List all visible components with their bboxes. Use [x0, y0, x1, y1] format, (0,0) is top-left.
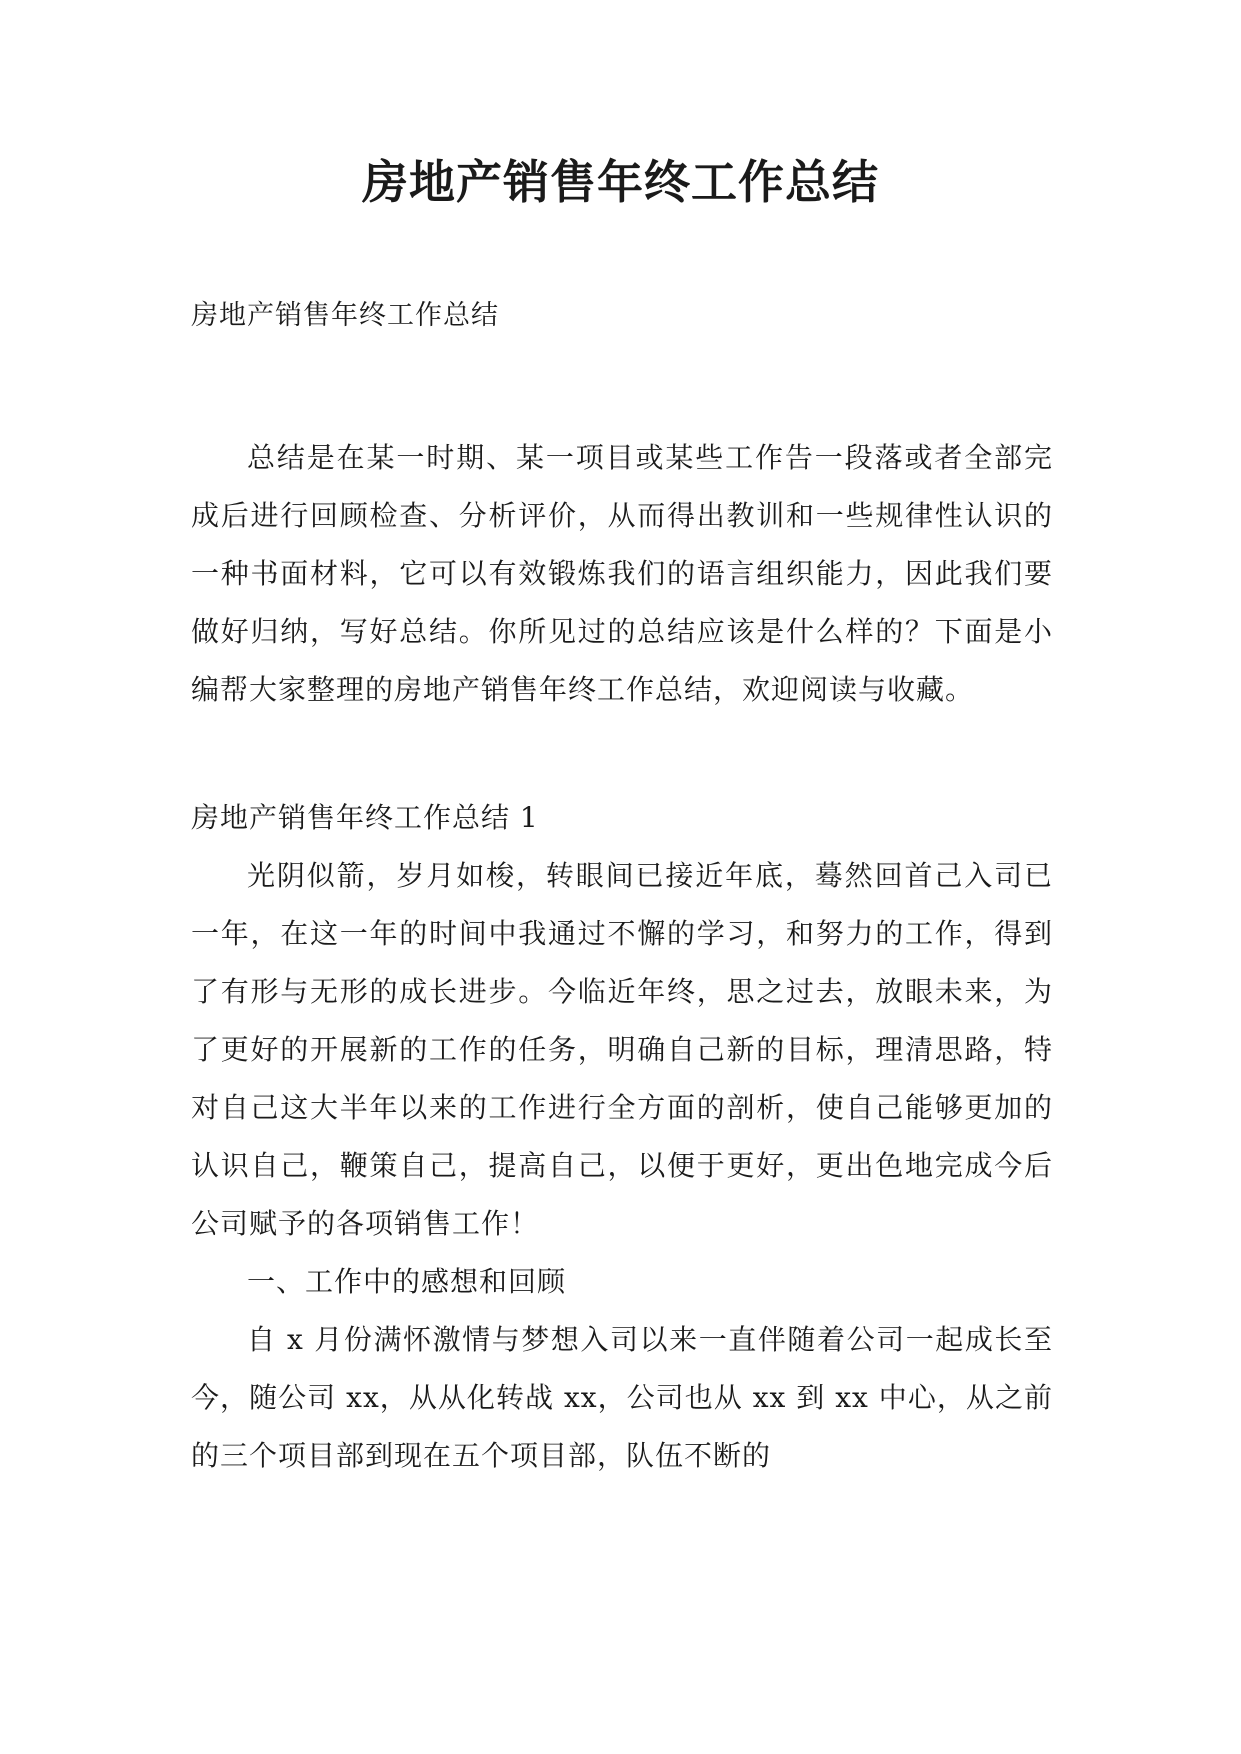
document-subtitle: 房地产销售年终工作总结 [191, 300, 499, 331]
section-heading: 房地产销售年终工作总结 1 [191, 801, 539, 834]
spacer [191, 345, 1053, 429]
spacer [191, 719, 1053, 789]
last-paragraph: 自 x 月份满怀激情与梦想入司以来一直伴随着公司一起成长至今，随公司 xx，从从化转战 xx，公司也从 xx 到 xx 中心，从之前的三个项目部到现在五个项目部，队伍不断的 [191, 1323, 1053, 1472]
section-paragraph: 光阴似箭，岁月如梭，转眼间已接近年底，蓦然回首己入司已一年，在这一年的时间中我通过不懈的学习，和努力的工作，得到了有形与无形的成长进步。今临近年终，思之过去，放眼未来，为了更好的开展新的工作的任务，明确自己新的目标，理清思路，特对自己这大半年以来的工作进行全方面的剖析，使自己能够更加的认识自己，鞭策自己，提高自己，以便于更好，更出色地完成今后公司赋予的各项销售工作！ [191, 859, 1053, 1240]
subheading: 一、工作中的感想和回顾 [247, 1265, 567, 1298]
document-title: 房地产销售年终工作总结 [362, 155, 879, 209]
intro-paragraph: 总结是在某一时期、某一项目或某些工作告一段落或者全部完成后进行回顾检查、分析评价，从而得出教训和一些规律性认识的一种书面材料，它可以有效锻炼我们的语言组织能力，因此我们要做好归纳，写好总结。你所见过的总结应该是什么样的？下面是小编帮大家整理的房地产销售年终工作总结，欢迎阅读与收藏。 [191, 441, 1053, 706]
document-body [191, 287, 1053, 1485]
